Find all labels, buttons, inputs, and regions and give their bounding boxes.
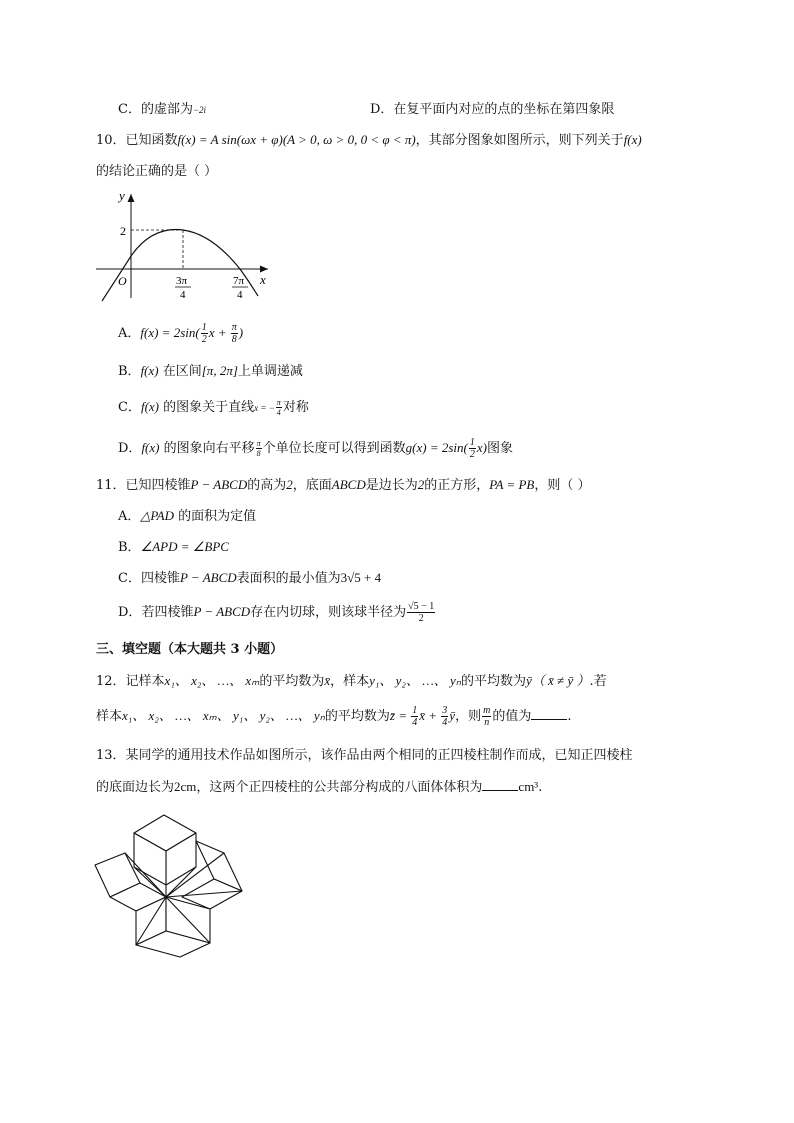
q11-base: ABCD — [331, 477, 366, 492]
q13-text-end: . — [538, 780, 543, 795]
q11-condition: PA = PB — [489, 477, 535, 492]
option-d-frac — [407, 601, 435, 624]
option-d-text3: 图象 — [486, 441, 513, 456]
y-axis-label: y — [119, 188, 125, 203]
frac-den: n — [484, 717, 490, 728]
option-a-end: ) — [238, 325, 244, 340]
q10-sine-graph — [92, 188, 282, 303]
option-d-frac — [256, 439, 262, 458]
y-axis-arrow-icon — [128, 194, 135, 202]
q10-option-a — [118, 322, 243, 345]
q12-ybar: ȳ — [525, 673, 532, 688]
option-d-g-end: x) — [476, 440, 487, 455]
q12-x-sample: x₁、 x₂、 …、 xₘ — [164, 673, 260, 688]
q10-fx: f(x) — [623, 132, 642, 147]
y-tick-label: 2 — [120, 224, 126, 238]
frac-den: 4 — [276, 408, 281, 417]
option-a-prefix: A． — [118, 326, 141, 341]
q12-end: ȳ — [449, 708, 456, 723]
q12-text-c: ，样本 — [330, 674, 370, 689]
q12-text-a: 12．记样本 — [96, 674, 165, 689]
option-d-text2: 存在内切球，则该球半径为 — [250, 605, 407, 620]
frac-num: 3 — [442, 705, 448, 716]
option-a-text: 的面积为定值 — [173, 509, 257, 524]
frac-den: 4 — [442, 717, 448, 728]
x-tick2-denominator: 4 — [237, 289, 243, 301]
q12-all-sample: x₁、 x₂、 …、 xₘ、 y₁、 y₂、 …、 yₙ — [122, 708, 325, 723]
option-d-text1: 的图象向右平移 — [159, 441, 255, 456]
section-heading-fill-blank: 三、填空题（本大题共 3 小题） — [96, 642, 284, 657]
q12-mid: x̄ + — [419, 708, 441, 723]
q13-prism-figure — [92, 805, 252, 965]
x-axis-label: x — [260, 272, 266, 287]
option-b-prefix: B． — [118, 540, 141, 555]
q11-stem-f: ，则（ ） — [534, 478, 591, 493]
q12-line2 — [96, 704, 571, 729]
q13-unit: cm³ — [518, 779, 539, 794]
option-b-text2: 上单调递减 — [237, 364, 303, 379]
q12-text-d: 的平均数为 — [460, 674, 526, 689]
q12-condition: （ x̄ ≠ ȳ ） — [531, 673, 590, 688]
q9-option-c — [118, 101, 206, 119]
option-c-prefix: C． — [118, 571, 141, 586]
option-d-math: f(x) — [141, 440, 160, 455]
option-b-text1: 在区间 — [158, 364, 202, 379]
q11-stem-d: 是边长为 — [365, 478, 418, 493]
option-b-math: f(x) — [140, 363, 159, 378]
option-c-text2: 表面积的最小值为 — [236, 571, 341, 586]
q10-stem-text: 10．已知函数 — [96, 133, 178, 148]
frac-num: π — [276, 398, 281, 407]
q11-stem-a: 11．已知四棱锥 — [96, 478, 191, 493]
option-b-math: ∠APD = ∠BPC — [140, 539, 229, 554]
q12-text-c2: ，则 — [455, 709, 482, 724]
q11-side: 2 — [417, 477, 425, 492]
frac-num: √5 − 1 — [408, 601, 435, 612]
q12-text-d2: 的值为 — [492, 709, 532, 724]
option-c-text1: 四棱锥 — [140, 571, 180, 586]
q11-option-b — [118, 538, 229, 557]
q11-stem-c: ，底面 — [292, 478, 332, 493]
frac-den: 2 — [469, 449, 475, 460]
origin-label: O — [118, 274, 127, 288]
q13-text-b: ，这两个正四棱柱的公共部分构成的八面体体积为 — [196, 780, 483, 795]
option-c-prefix: C． — [118, 400, 141, 415]
option-d-g: g(x) = 2sin( — [405, 440, 468, 455]
option-c-value: 3√5 + 4 — [340, 570, 382, 585]
option-a-frac1 — [201, 322, 208, 345]
option-c-math: f(x) — [140, 399, 159, 414]
q12-frac1 — [411, 705, 418, 728]
q13-text-a: 的底面边长为 — [96, 780, 175, 795]
option-c-text1: 的图象关于直线 — [159, 400, 255, 415]
q11-stem — [96, 476, 591, 495]
x-tick2-numerator: 7π — [233, 275, 245, 287]
frac-num: 1 — [469, 437, 475, 448]
x-tick1-denominator: 4 — [180, 289, 186, 301]
option-c-text2: 对称 — [282, 400, 309, 415]
x-tick1-numerator: 3π — [176, 275, 188, 287]
option-a-mid: x + — [208, 325, 230, 340]
q13-line1: 13．某同学的通用技术作品如图所示，该作品由两个相同的正四棱柱制作而成，已知正四棱柱 — [96, 748, 633, 763]
q13-answer-blank[interactable] — [482, 778, 518, 791]
q9-option-c-value: −2i — [192, 105, 207, 115]
q13-line2 — [96, 778, 542, 797]
frac-num: π — [256, 439, 261, 448]
q11-option-a — [118, 507, 256, 526]
q11-stem-e: 的正方形， — [424, 478, 490, 493]
option-d-g-frac — [469, 437, 476, 460]
option-b-interval: [π, 2π] — [201, 363, 238, 378]
q12-line1 — [96, 672, 607, 691]
q10-stem-line2: 的结论正确的是（ ） — [96, 164, 218, 179]
option-b-prefix: B． — [118, 364, 141, 379]
q13-side-value: 2cm — [174, 779, 197, 794]
option-d-prefix: D． — [118, 441, 142, 456]
q11-option-c — [118, 569, 381, 588]
q12-text-b2: 的平均数为 — [324, 709, 390, 724]
q12-answer-blank[interactable] — [531, 707, 567, 720]
option-d-prefix: D． — [118, 605, 142, 620]
option-a-frac2 — [231, 322, 238, 345]
q12-frac2 — [441, 705, 448, 728]
frac-num: 1 — [412, 705, 418, 716]
frac-num: 1 — [201, 322, 207, 333]
option-c-line: x = − — [254, 403, 275, 413]
q12-text-e2: . — [567, 709, 572, 724]
q11-height: 2 — [286, 477, 293, 492]
q12-y-sample: y₁、 y₂、 …、 yₙ — [369, 673, 461, 688]
q10-stem-text2: ，其部分图象如图所示，则下列关于 — [415, 133, 624, 148]
frac-num: π — [231, 322, 237, 333]
q12-text-e: .若 — [589, 674, 607, 689]
option-d-math: P − ABCD — [193, 604, 251, 619]
q12-zbar: z̄ = — [389, 708, 411, 723]
option-d-text1: 若四棱锥 — [141, 605, 194, 620]
q11-pyramid: P − ABCD — [190, 477, 248, 492]
option-a-math: f(x) = 2sin( — [140, 325, 200, 340]
q12-text-a2: 样本 — [96, 709, 123, 724]
frac-den: 2 — [418, 613, 424, 624]
frac-den: 2 — [201, 334, 207, 345]
q9-option-d: D．在复平面内对应的点的坐标在第四象限 — [370, 102, 615, 117]
q9-option-c-text: C．的虚部为 — [118, 102, 193, 117]
q11-stem-b: 的高为 — [247, 478, 287, 493]
option-d-text2: 个单位长度可以得到函数 — [262, 441, 406, 456]
q10-option-b — [118, 362, 303, 381]
option-a-prefix: A． — [118, 509, 141, 524]
option-c-frac — [276, 398, 282, 417]
q10-option-c — [118, 396, 309, 419]
q12-frac-mn — [482, 705, 491, 728]
q10-stem-line1 — [96, 131, 642, 150]
q10-function: f(x) = A sin(ωx + φ)(A > 0, ω > 0, 0 < φ < π) — [177, 132, 416, 147]
frac-den: 8 — [231, 334, 237, 345]
option-c-math: P − ABCD — [179, 570, 237, 585]
frac-den: 8 — [256, 449, 261, 458]
q12-text-b: 的平均数为 — [259, 674, 325, 689]
frac-num: m — [483, 705, 491, 716]
option-a-math: △PAD — [140, 508, 174, 523]
q11-option-d — [118, 600, 436, 625]
q12-xbar: x̄ — [324, 673, 331, 688]
frac-den: 4 — [412, 717, 418, 728]
q10-option-d — [118, 436, 513, 461]
